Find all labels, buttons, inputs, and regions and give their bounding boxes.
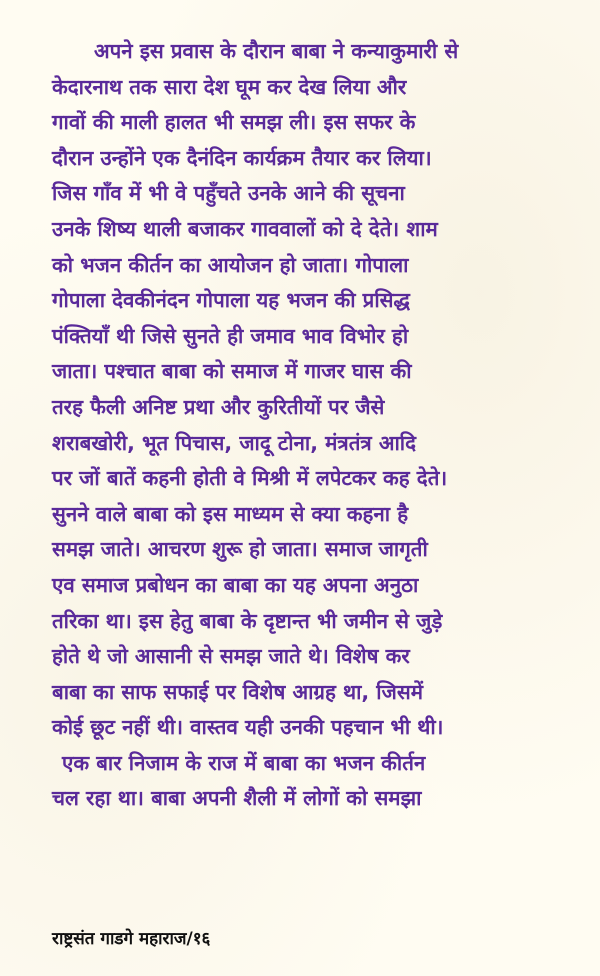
- text-line: दौरान उन्होंने एक दैनंदिन कार्यक्रम तैयार कर लिया।: [52, 145, 432, 170]
- text-line: केदारनाथ तक सारा देश घूम कर देख लिया और: [52, 74, 407, 99]
- text-line: गावों की माली हालत भी समझ ली। इस सफर के: [52, 110, 416, 135]
- text-line: होते थे जो आसानी से समझ जाते थे। विशेष कर: [52, 644, 410, 669]
- text-line: अपने इस प्रवास के दौरान बाबा ने कन्याकुमारी से: [94, 39, 459, 63]
- text-line: चल रहा था। बाबा अपनी शैली में लोगों को समझा: [52, 786, 422, 811]
- text-line: समझ जाते। आचरण शुरू हो जाता। समाज जागृती: [52, 537, 428, 562]
- text-line: जाता। पश्चात बाबा को समाज में गाजर घास की: [52, 359, 412, 384]
- text-line: तरह फैली अनिष्ट प्रथा और कुरितीयों पर जैसे: [52, 394, 385, 419]
- text-line: बाबा का साफ सफाई पर विशेष आग्रह था, जिसमें: [52, 679, 423, 704]
- text-line: एक बार निजाम के राज में बाबा का भजन कीर्तन: [62, 750, 426, 775]
- text-line: पंक्तियाँ थी जिसे सुनते ही जमाव भाव विभोर हो: [52, 323, 409, 348]
- text-line: को भजन कीर्तन का आयोजन हो जाता। गोपाला: [52, 252, 409, 277]
- text-line: जिस गाँव में भी वे पहुँचते उनके आने की सूचना: [52, 181, 405, 206]
- text-line: पर जों बातें कहनी होती वे मिश्री में लपेटकर कह देते।: [52, 466, 448, 491]
- page-body-text: [52, 34, 572, 817]
- text-line: कोई छूट नहीं थी। वास्तव यही उनकी पहचान भी थी।: [52, 715, 444, 740]
- text-line: सुनने वाले बाबा को इस माध्यम से क्या कहना है: [52, 501, 409, 526]
- text-line: उनके शिष्य थाली बजाकर गाववालों को दे देते। शाम: [52, 216, 438, 241]
- text-line: शराबखोरी, भूत पिचास, जादू टोना, मंत्रतंत्र आदि: [52, 430, 416, 455]
- text-line: एव समाज प्रबोधन का बाबा का यह अपना अनुठा: [52, 572, 419, 597]
- page-footer: राष्ट्रसंत गाडगे महाराज/१६: [52, 929, 211, 949]
- text-line: तरिका था। इस हेतु बाबा के दृष्टान्त भी जमीन से जुड़े: [52, 608, 443, 633]
- text-line: गोपाला देवकीनंदन गोपाला यह भजन की प्रसिद्ध: [52, 288, 410, 313]
